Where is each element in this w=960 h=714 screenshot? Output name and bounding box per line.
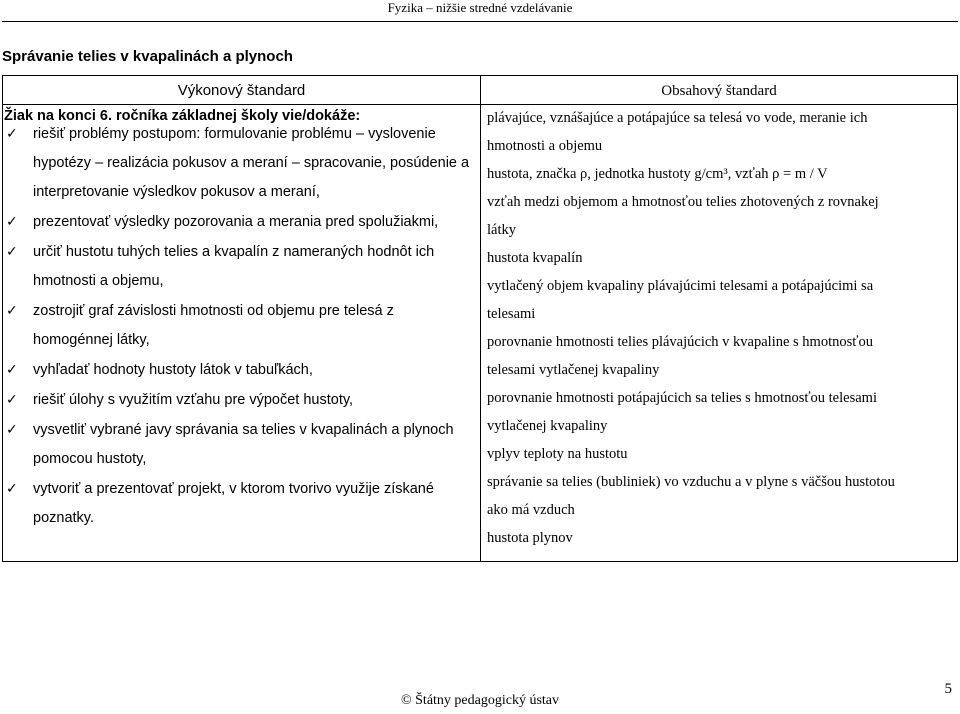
performance-item-text: riešiť problémy postupom: formulovanie problému – vyslovenie hypotézy – realizácia pokusov a meraní – spracovanie, posúdenie a interpretovanie výsledkov pokusov a meraní, xyxy=(33,126,470,200)
content-line: správanie sa telies (bubliniek) vo vzduchu a v plyne s väčšou hustotou xyxy=(487,474,895,490)
content-line: telesami xyxy=(487,306,536,322)
content-line: hustota plynov xyxy=(487,530,573,546)
performance-item-text: určiť hustotu tuhých telies a kvapalín z nameraných hodnôt ich hmotnosti a objemu, xyxy=(33,244,435,289)
content-line: látky xyxy=(487,222,516,238)
performance-item xyxy=(3,120,477,207)
content-line: hustota kvapalín xyxy=(487,250,583,266)
performance-item-text: vysvetliť vybrané javy správania sa telies v kvapalinách a plynoch pomocou hustoty, xyxy=(33,422,454,467)
checkmark-icon: ✓ xyxy=(6,126,18,142)
page-number: 5 xyxy=(944,681,952,697)
performance-item xyxy=(3,416,477,474)
standards-table xyxy=(2,75,958,562)
checkmark-icon: ✓ xyxy=(6,481,18,497)
checkmark-icon: ✓ xyxy=(6,362,18,378)
footer-copyright: © Štátny pedagogický ústav xyxy=(401,693,559,708)
header-rule xyxy=(2,21,958,22)
performance-item-text: vytvoriť a prezentovať projekt, v ktorom tvorivo využije získané poznatky. xyxy=(33,481,434,526)
performance-item-text: vyhľadať hodnoty hustoty látok v tabuľkách, xyxy=(33,362,313,378)
section-title: Správanie telies v kvapalinách a plynoch xyxy=(2,48,293,65)
content-line: ako má vzduch xyxy=(487,502,575,518)
checkmark-icon: ✓ xyxy=(6,303,18,319)
content-line: porovnanie hmotnosti telies plávajúcich v kvapaline s hmotnosťou xyxy=(487,334,873,350)
performance-item-text: prezentovať výsledky pozorovania a merania pred spolužiakmi, xyxy=(33,214,439,230)
column-divider xyxy=(480,76,481,561)
performance-item xyxy=(3,297,477,355)
performance-item xyxy=(3,356,477,385)
content-line: vzťah medzi objemom a hmotnosťou telies zhotovených z rovnakej xyxy=(487,194,879,210)
performance-intro: Žiak na konci 6. ročníka základnej školy vie/dokáže: xyxy=(4,108,361,124)
content-standard-heading: Obsahový štandard xyxy=(661,83,777,99)
performance-item-text: zostrojiť graf závislosti hmotnosti od objemu pre telesá z homogénnej látky, xyxy=(33,303,394,348)
performance-standard-heading: Výkonový štandard xyxy=(177,82,306,99)
content-line: vytlačenej kvapaliny xyxy=(487,418,608,434)
content-line: plávajúce, vznášajúce a potápajúce sa telesá vo vode, meranie ich xyxy=(487,110,868,126)
content-line: vplyv teploty na hustotu xyxy=(487,446,628,462)
checkmark-icon: ✓ xyxy=(6,422,18,438)
content-line: hustota, značka ρ, jednotka hustoty g/cm³, vzťah ρ = m / V xyxy=(487,166,828,182)
content-line: telesami vytlačenej kvapaliny xyxy=(487,362,660,378)
performance-item xyxy=(3,386,477,415)
content-line: porovnanie hmotnosti potápajúcich sa telies s hmotnosťou telesami xyxy=(487,390,877,406)
performance-standard-column xyxy=(3,106,477,534)
performance-item-text: riešiť úlohy s využitím vzťahu pre výpočet hustoty, xyxy=(33,392,354,408)
performance-item xyxy=(3,238,477,296)
checkmark-icon: ✓ xyxy=(6,214,18,230)
performance-item xyxy=(3,208,477,237)
content-line: hmotnosti a objemu xyxy=(487,138,603,154)
checkmark-icon: ✓ xyxy=(6,244,18,260)
content-standard-column xyxy=(487,106,957,552)
checkmark-icon: ✓ xyxy=(6,392,18,408)
content-line: vytlačený objem kvapaliny plávajúcimi telesami a potápajúcimi sa xyxy=(487,278,874,294)
running-header: Fyzika – nižšie stredné vzdelávanie xyxy=(387,0,573,15)
performance-item xyxy=(3,475,477,533)
